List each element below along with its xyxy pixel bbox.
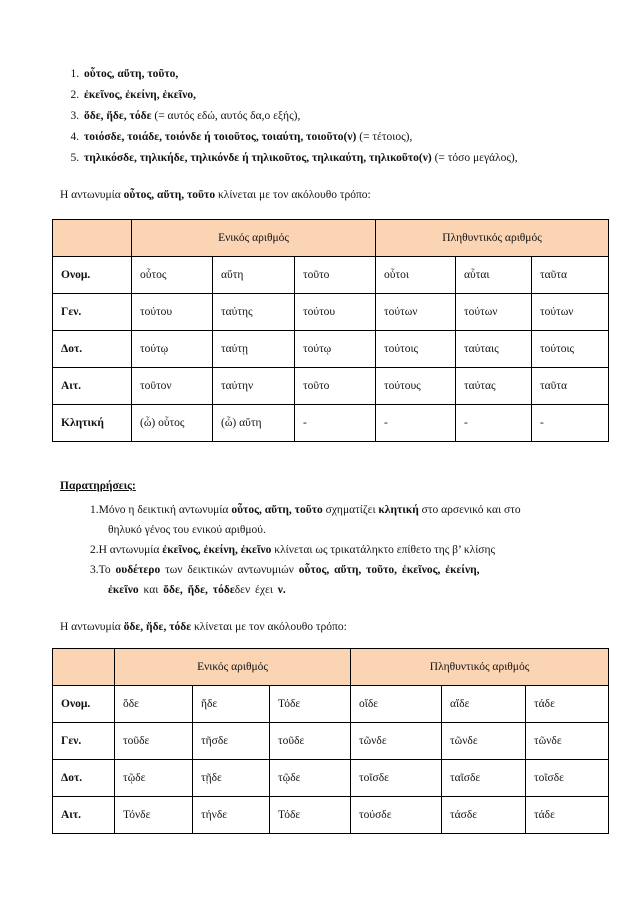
note-3: [90, 560, 578, 600]
case-label: Γεν.: [53, 294, 132, 331]
table-cell: οὗτος: [132, 257, 213, 294]
table-cell: τῆσδε: [193, 723, 270, 760]
table-cell: τοῖσδε: [351, 760, 442, 797]
plural-header: Πληθυντικός αριθμός: [351, 649, 609, 686]
table-cell: τάδε: [526, 797, 609, 834]
singular-header: Ενικός αριθμός: [115, 649, 351, 686]
case-label: Αιτ.: [53, 797, 115, 834]
table-row: [53, 405, 609, 442]
list-item: [82, 64, 602, 85]
table-cell: Τόδε: [270, 686, 351, 723]
table-cell: αὕτη: [213, 257, 295, 294]
table-cell: τούτου: [132, 294, 213, 331]
table-row: [53, 797, 609, 834]
note-text: δεν έχει: [234, 584, 278, 596]
table-cell: τούτου: [295, 294, 376, 331]
table-cell: (ὦ) οὗτος: [132, 405, 213, 442]
table-cell: τῇδε: [193, 760, 270, 797]
note-bold: οὗτος, αὕτη, τοῦτο: [231, 504, 323, 516]
table-row: [53, 331, 609, 368]
note-text: θηλυκό γένος του ενικού αριθμού.: [108, 524, 266, 536]
table-cell: (ὦ) αὕτη: [213, 405, 295, 442]
table-cell: ἥδε: [193, 686, 270, 723]
note-text: στο αρσενικό και στο: [418, 504, 521, 516]
table-row: [53, 257, 609, 294]
table-row: [53, 723, 609, 760]
table-cell: ταῦτα: [532, 257, 609, 294]
list-item-bold: οὗτος, αὕτη, τοῦτο,: [84, 68, 179, 80]
note-bold: ὅδε, ἥδε, τόδε: [163, 584, 235, 596]
note-bold: οὗτος, αὕτη, τοῦτο, ἐκεῖνος, ἐκείνη,: [298, 564, 480, 576]
table-cell: τοῦδε: [115, 723, 193, 760]
case-label: Ονομ.: [53, 686, 115, 723]
note-text: των δεικτικών αντωνυμιών: [160, 564, 299, 576]
note-text: 1.Μόνο η δεικτική αντωνυμία: [90, 504, 232, 516]
list-item-bold: τοιόσδε, τοιάδε, τοιόνδε ή τοιοῦτος, τοιαύτη, τοιοῦτο(ν): [84, 131, 357, 143]
table-cell: τοῦδε: [270, 723, 351, 760]
case-label: Αιτ.: [53, 368, 132, 405]
table-cell: Τόνδε: [115, 797, 193, 834]
corner-cell: [53, 649, 115, 686]
note-bold: ουδέτερο: [115, 564, 161, 576]
table-cell: -: [295, 405, 376, 442]
case-label: Δοτ.: [53, 760, 115, 797]
table-cell: αἵδε: [442, 686, 526, 723]
table-cell: -: [532, 405, 609, 442]
table-cell: αὗται: [456, 257, 532, 294]
table-cell: τῶνδε: [351, 723, 442, 760]
table-cell: τούτοις: [532, 331, 609, 368]
table-cell: Τόδε: [270, 797, 351, 834]
table-cell: τάδε: [526, 686, 609, 723]
note-bold: ἐκεῖνο: [108, 584, 139, 596]
list-item-text: (= αυτός εδώ, αυτός δα,ο εξής),: [151, 110, 301, 122]
note-text: σχηματίζει: [322, 504, 379, 516]
list-item-text: (= τέτοιος),: [356, 131, 413, 143]
pronoun-list: [60, 64, 602, 169]
note-text: κλίνεται ως τρικατάληκτο επίθετο της β’ κλίσης: [271, 544, 496, 556]
table-cell: τοῦτο: [295, 257, 376, 294]
corner-cell: [53, 220, 132, 257]
list-item: [82, 148, 602, 169]
table-cell: ταῖσδε: [442, 760, 526, 797]
note-text: και: [138, 584, 164, 596]
case-label: Γεν.: [53, 723, 115, 760]
list-item-bold: ἐκεῖνος, ἐκείνη, ἐκεῖνο,: [84, 89, 197, 101]
table-cell: τῶνδε: [442, 723, 526, 760]
table-header-row: [53, 649, 609, 686]
note-2: [90, 540, 578, 560]
note-1: [90, 500, 578, 540]
declension-table-hode: [52, 648, 609, 834]
table-cell: τοῦτο: [295, 368, 376, 405]
intro-text: Η αντωνυμία: [60, 621, 124, 633]
note-bold: κλητική: [378, 504, 419, 516]
table-row: [53, 368, 609, 405]
intro-paragraph-2: [60, 618, 590, 636]
singular-header: Ενικός αριθμός: [132, 220, 376, 257]
table-cell: ταύτης: [213, 294, 295, 331]
table-cell: τούσδε: [351, 797, 442, 834]
table-cell: ταύταις: [456, 331, 532, 368]
table-cell: τῷδε: [115, 760, 193, 797]
table-cell: -: [376, 405, 456, 442]
intro-text: Η αντωνυμία: [60, 189, 124, 201]
table-row: [53, 760, 609, 797]
note-text: 2.Η αντωνυμία: [90, 544, 163, 556]
table-header-row: [53, 220, 609, 257]
list-item: [82, 127, 602, 148]
intro-bold: οὗτος, αὕτη, τοῦτο: [123, 189, 216, 201]
table-cell: τούτων: [532, 294, 609, 331]
table-cell: τοῦτον: [132, 368, 213, 405]
intro-bold: ὅδε, ἥδε, τόδε: [123, 621, 192, 633]
plural-header: Πληθυντικός αριθμός: [376, 220, 609, 257]
table-cell: ὅδε: [115, 686, 193, 723]
table-cell: οὗτοι: [376, 257, 456, 294]
table-row: [53, 686, 609, 723]
table-cell: τούτοις: [376, 331, 456, 368]
list-item: [82, 85, 602, 106]
table-cell: τοῖσδε: [526, 760, 609, 797]
table-cell: ταύτῃ: [213, 331, 295, 368]
table-cell: τούτων: [456, 294, 532, 331]
notes-title: Παρατηρήσεις:: [60, 480, 136, 492]
note-bold: ν.: [277, 584, 286, 596]
note-continuation: [90, 580, 578, 600]
list-item: [82, 106, 602, 127]
table-row: [53, 294, 609, 331]
table-cell: ταύτας: [456, 368, 532, 405]
table-cell: -: [456, 405, 532, 442]
list-item-bold: ὅδε, ἥδε, τόδε: [84, 110, 152, 122]
table-cell: τούτων: [376, 294, 456, 331]
intro-paragraph-1: [60, 186, 590, 204]
case-label: Κλητική: [53, 405, 132, 442]
intro-text: κλίνεται με τον ακόλουθο τρόπο:: [191, 621, 347, 633]
table-cell: οἵδε: [351, 686, 442, 723]
list-item-text: (= τόσο μεγάλος),: [431, 152, 518, 164]
case-label: Δοτ.: [53, 331, 132, 368]
note-bold: ἐκεῖνος, ἐκείνη, ἐκεῖνο: [162, 544, 272, 556]
intro-text: κλίνεται με τον ακόλουθο τρόπο:: [215, 189, 371, 201]
table-cell: ταῦτα: [532, 368, 609, 405]
table-cell: τούτῳ: [295, 331, 376, 368]
table-cell: ταύτην: [213, 368, 295, 405]
note-text: 3.Το: [90, 564, 116, 576]
declension-table-outos: [52, 219, 609, 442]
table-cell: τῶνδε: [526, 723, 609, 760]
list-item-bold: τηλικόσδε, τηλικήδε, τηλικόνδε ή τηλικοῦτος, τηλικαύτη, τηλικοῦτο(ν): [84, 152, 432, 164]
table-cell: τήνδε: [193, 797, 270, 834]
table-cell: τάσδε: [442, 797, 526, 834]
notes: [90, 500, 578, 600]
table-cell: τῷδε: [270, 760, 351, 797]
table-cell: τούτους: [376, 368, 456, 405]
table-cell: τούτῳ: [132, 331, 213, 368]
case-label: Ονομ.: [53, 257, 132, 294]
